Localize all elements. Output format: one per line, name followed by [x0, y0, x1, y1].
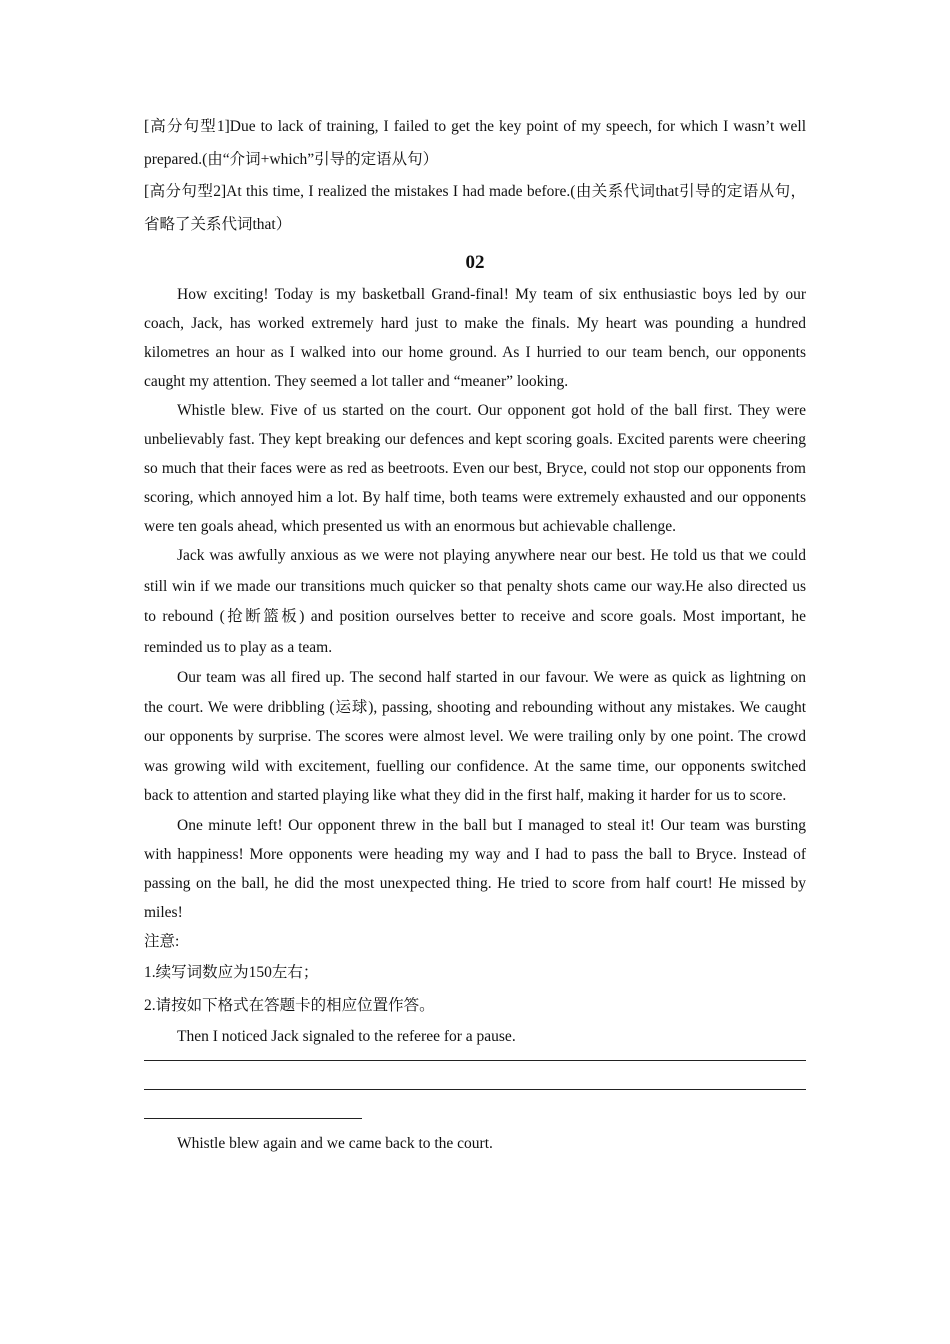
story-paragraph-3: Jack was awfully anxious as we were not playing anywhere near our best. He told us that we could still win if we made our transitions much quicker so that penalty shots came our way.He also directed us to rebound (抢断篮板) and position ourselves better to receive and score goals. Most important, he reminded us to play as a team.	[144, 547, 806, 656]
answer-line-short	[144, 1118, 362, 1119]
section-number: 02	[465, 252, 485, 273]
notes-item-2: 2.请按如下格式在答题卡的相应位置作答。	[144, 996, 435, 1014]
sentence-pattern-2-text: At this time, I realized the mistakes I had made before.(由关系代词that引导的定语从句，省略了关系代词that）	[144, 183, 807, 233]
sentence-pattern-1-text: Due to lack of training, I failed to get the key point of my speech, for which I wasn’t well prepared.(由“介词+which”引导的定语从句）	[144, 118, 806, 168]
sentence-pattern-1	[144, 111, 806, 176]
sentence-pattern-2-label: [高分句型2]	[144, 183, 227, 200]
continuation-prompt-2: Whistle blew again and we came back to the court.	[177, 1134, 493, 1152]
answer-lines	[144, 1060, 806, 1119]
sentence-pattern-1-label: [高分句型1]	[144, 118, 230, 135]
answer-line	[144, 1060, 806, 1061]
document-page	[144, 111, 806, 1160]
sentence-pattern-2	[144, 176, 806, 241]
story-paragraph-2: Whistle blew. Five of us started on the court. Our opponent got hold of the ball first. They were unbelievably fast. They kept breaking our defences and kept scoring goals. Excited parents were cheering so much that their faces were as red as beetroots. Even our best, Bryce, could not stop our opponents from scoring, which annoyed him a lot. By half time, both teams were extremely exhausted and our opponents were ten goals ahead, which presented us with an enormous but achievable challenge.	[144, 402, 806, 535]
continuation-prompt-1: Then I noticed Jack signaled to the referee for a pause.	[177, 1027, 516, 1045]
answer-line	[144, 1089, 806, 1090]
story-paragraph-1: How exciting! Today is my basketball Grand-final! My team of six enthusiastic boys led by our coach, Jack, has worked extremely hard just to make the finals. My heart was pounding a hundred kilometres an hour as I walked into our home ground. As I hurried to our team bench, our opponents caught my attention. They seemed a lot taller and “meaner” looking.	[144, 286, 806, 390]
notes-item-1: 1.续写词数应为150左右；	[144, 963, 319, 981]
notes-title: 注意:	[144, 932, 180, 950]
story-paragraph-4: Our team was all fired up. The second half started in our favour. We were as quick as lightning on the court. We were dribbling (运球), passing, shooting and rebounding without any mistakes. We caught our opponents by surprise. The scores were almost level. We were trailing only by one point. The crowd was growing wild with excitement, fuelling our confidence. At the same time, our opponents switched back to attention and started playing like what they did in the first half, making it harder for us to score.	[144, 669, 806, 804]
story-paragraph-5: One minute left! Our opponent threw in the ball but I managed to steal it! Our team was bursting with happiness! More opponents were heading my way and I had to pass the ball to Bryce. Instead of passing on the ball, he did the most unexpected thing. He tried to score from half court! He missed by miles!	[144, 816, 806, 921]
